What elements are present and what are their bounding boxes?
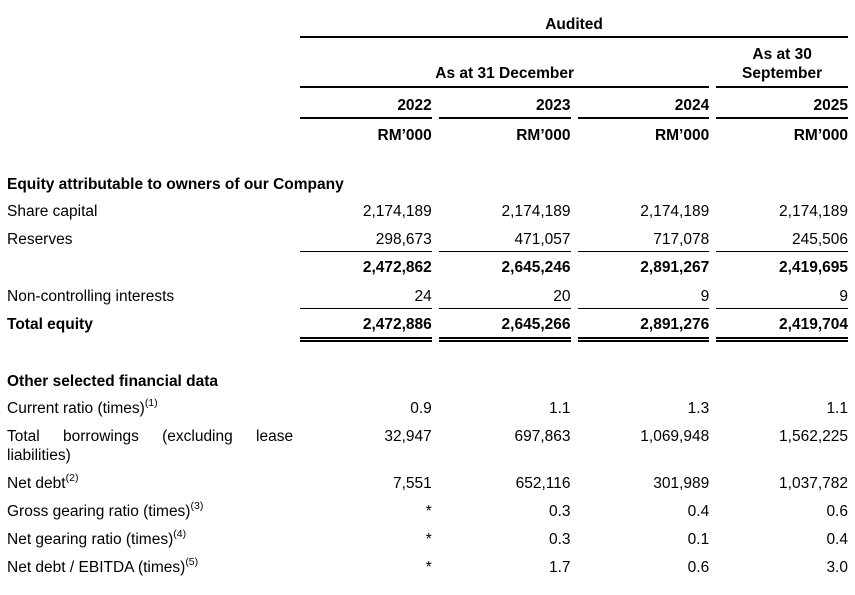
subtotal-value-cell: 2,419,695 — [779, 259, 848, 276]
total-value-cell: 2,891,276 — [578, 309, 710, 342]
group-header-september: As at 30 September — [716, 38, 848, 88]
value-cell: 0.3 — [548, 503, 571, 520]
value-cell: 1.3 — [687, 400, 710, 417]
value-cell: 1.7 — [548, 559, 571, 576]
value-cell: 652,116 — [515, 475, 571, 492]
value-cell: 0.9 — [410, 400, 432, 417]
empty-cell — [7, 88, 293, 119]
row-label-text: Net gearing ratio (times) — [7, 531, 174, 548]
table-row-equity-subtotal — [7, 252, 848, 280]
value-cell: 9 — [578, 280, 710, 309]
value-cell: 32,947 — [384, 428, 432, 445]
equity-section-title-row — [7, 169, 848, 195]
table-row-net-debt — [7, 467, 848, 495]
row-label — [7, 467, 293, 495]
row-label — [7, 392, 293, 420]
footnote-superscript: (2) — [65, 471, 79, 484]
value-cell: 9 — [716, 280, 848, 309]
row-label — [7, 551, 293, 579]
table-row-net-gearing — [7, 523, 848, 551]
value-cell: 1,069,948 — [640, 428, 710, 445]
subtotal-value-cell: 2,645,246 — [501, 259, 571, 276]
total-value-cell: 2,472,886 — [300, 309, 432, 342]
footnote-superscript: (1) — [144, 396, 158, 409]
footnote-superscript: (3) — [190, 499, 204, 512]
value-cell: * — [425, 503, 432, 520]
spacer-row — [7, 342, 848, 366]
value-cell: 3.0 — [826, 559, 848, 576]
financial-data-table — [0, 6, 855, 579]
empty-cell — [7, 252, 293, 280]
value-cell: 20 — [439, 280, 571, 309]
value-cell: 2,174,189 — [779, 203, 848, 220]
row-label — [7, 495, 293, 523]
table-row-total-borrowings — [7, 420, 848, 467]
audited-header: Audited — [300, 6, 848, 38]
row-label-text: Gross gearing ratio (times) — [7, 503, 191, 520]
value-cell: 0.4 — [826, 531, 848, 548]
row-label-text: Net debt — [7, 475, 66, 492]
table-row-current-ratio — [7, 392, 848, 420]
header-row-years — [7, 88, 848, 119]
year-2024: 2024 — [578, 88, 710, 119]
spacer-row — [7, 145, 848, 169]
table-row-share-capital — [7, 195, 848, 223]
table-row-gross-gearing — [7, 495, 848, 523]
header-row-audited — [7, 6, 848, 38]
unit-label: RM’000 — [654, 127, 710, 144]
value-cell: 245,506 — [716, 223, 848, 252]
value-cell: 0.4 — [687, 503, 710, 520]
table-row-reserves — [7, 223, 848, 252]
row-label: Non-controlling interests — [7, 288, 175, 305]
table-row-total-equity — [7, 309, 848, 342]
value-cell: 717,078 — [578, 223, 710, 252]
footnote-superscript: (4) — [173, 527, 187, 540]
unit-label: RM’000 — [377, 127, 432, 144]
other-section-title: Other selected financial data — [7, 373, 219, 390]
row-label: Share capital — [7, 203, 98, 220]
value-cell: 0.6 — [826, 503, 848, 520]
unit-label: RM’000 — [516, 127, 571, 144]
value-cell: 1,037,782 — [779, 475, 848, 492]
empty-cell — [7, 6, 293, 38]
value-cell: 24 — [300, 280, 432, 309]
total-value-cell: 2,645,266 — [439, 309, 571, 342]
group-header-december: As at 31 December — [300, 38, 709, 88]
subtotal-value-cell: 2,472,862 — [362, 259, 432, 276]
row-label: Total equity — [7, 316, 93, 333]
header-row-groups — [7, 38, 848, 88]
value-cell: 2,174,189 — [640, 203, 710, 220]
row-label — [7, 420, 293, 467]
unit-label: RM’000 — [793, 127, 848, 144]
row-label: Reserves — [7, 231, 73, 248]
value-cell: 2,174,189 — [501, 203, 571, 220]
empty-cell — [7, 38, 293, 88]
row-label-text: Net debt / EBITDA (times) — [7, 559, 186, 576]
value-cell: 697,863 — [514, 428, 571, 445]
value-cell: 0.6 — [687, 559, 710, 576]
value-cell: 1,562,225 — [779, 428, 848, 445]
value-cell: 2,174,189 — [362, 203, 432, 220]
empty-cell — [7, 119, 293, 145]
equity-section-title: Equity attributable to owners of our Company — [7, 176, 344, 193]
year-2022: 2022 — [300, 88, 432, 119]
value-cell: 0.3 — [548, 531, 571, 548]
year-2025: 2025 — [716, 88, 848, 119]
value-cell: * — [425, 559, 432, 576]
footnote-superscript: (5) — [185, 555, 199, 568]
row-label — [7, 523, 293, 551]
value-cell: 301,989 — [653, 475, 710, 492]
value-cell: 1.1 — [826, 400, 848, 417]
value-cell: 471,057 — [439, 223, 571, 252]
year-2023: 2023 — [439, 88, 571, 119]
row-label-text: Current ratio (times) — [7, 400, 145, 417]
header-row-units — [7, 119, 848, 145]
subtotal-value-cell: 2,891,267 — [640, 259, 710, 276]
value-cell: 1.1 — [548, 400, 571, 417]
table-row-nci — [7, 280, 848, 309]
value-cell: 7,551 — [393, 475, 432, 492]
value-cell: 0.1 — [687, 531, 710, 548]
other-section-title-row — [7, 366, 848, 392]
table-row-net-debt-ebitda — [7, 551, 848, 579]
value-cell: 298,673 — [300, 223, 432, 252]
value-cell: * — [425, 531, 432, 548]
row-label-text: Total borrowings (excluding lease liabilities) — [7, 428, 294, 464]
total-value-cell: 2,419,704 — [716, 309, 848, 342]
